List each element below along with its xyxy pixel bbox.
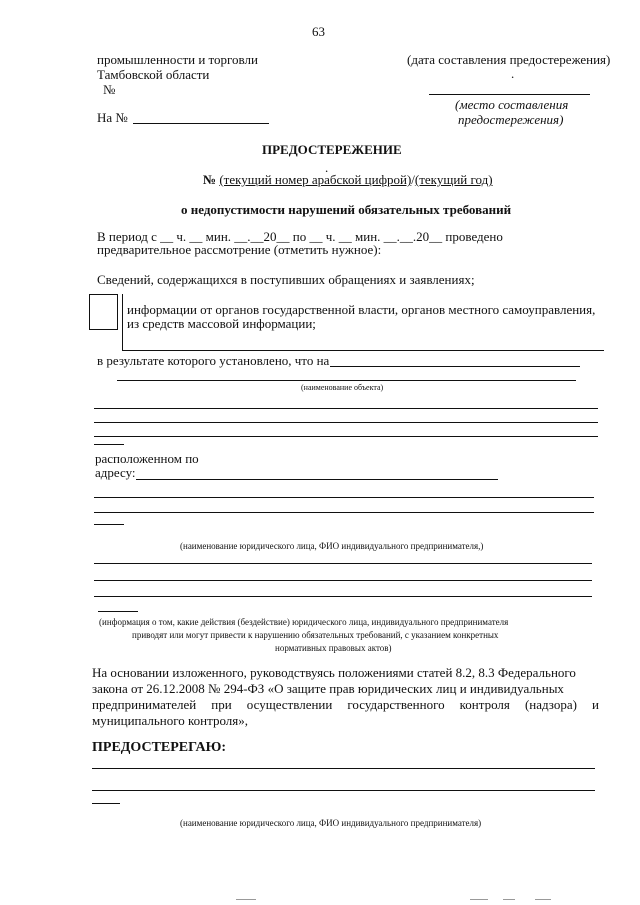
scan-artifact — [503, 899, 515, 900]
blank-line — [94, 563, 592, 564]
blank-line — [94, 512, 594, 513]
warn-heading: ПРЕДОСТЕРЕГАЮ: — [92, 740, 227, 755]
org-name-line1: промышленности и торговли — [97, 52, 258, 67]
legal-entity-caption: (наименование юридического лица, ФИО индивидуального предпринимателя,) — [180, 541, 484, 551]
document-number-line — [203, 172, 493, 187]
info-caption-line2: приводят или могут привести к нарушению обязательных требований, с указанием конкретных — [132, 630, 499, 640]
basis-word: (надзора) — [524, 697, 577, 712]
final-caption: (наименование юридического лица, ФИО индивидуального предпринимателя) — [180, 818, 482, 828]
basis-line2: закона от 26.12.2008 № 294-ФЗ «О защите прав юридических лиц и индивидуальных — [92, 681, 564, 696]
basis-word: осуществлении — [246, 697, 333, 712]
blank-line — [94, 497, 594, 498]
blank-line — [94, 422, 598, 423]
period-line1: В период с __ ч. __ мин. __.__20__ по __ ч. __ мин. __.__.20__ проведено — [97, 229, 503, 244]
scan-artifact — [535, 899, 551, 900]
option-authorities-line1: информации от органов государственной власти, органов местного самоуправления, — [127, 302, 596, 317]
blank-line — [94, 408, 598, 409]
blank-line — [92, 790, 595, 791]
number-separator: / — [411, 172, 415, 187]
basis-word: государственного — [347, 697, 445, 712]
ref-number-label: На № — [97, 110, 128, 125]
located-line1: расположенном по — [95, 451, 199, 466]
option-appeals: Сведений, содержащихся в поступивших обращениях и заявлениях; — [97, 272, 475, 287]
located-line2: адресу: — [95, 465, 136, 480]
object-line — [117, 380, 576, 381]
place-label-line1: (место составления — [455, 97, 569, 112]
scan-artifact — [470, 899, 488, 900]
document-title: ПРЕДОСТЕРЕЖЕНИЕ — [262, 142, 402, 157]
basis-line1: На основании изложенного, руководствуясь положениями статей 8.2, 8.3 Федерального — [92, 665, 576, 680]
current-year-placeholder: (текущий год) — [414, 172, 493, 187]
page-number: 63 — [312, 24, 325, 39]
blank-line — [94, 436, 598, 437]
blank-line — [92, 768, 595, 769]
scan-artifact — [236, 899, 256, 900]
result-label: в результате которого установлено, что на — [97, 353, 330, 368]
period-line2: предварительное рассмотрение (отметить нужное): — [97, 242, 382, 257]
info-caption-line3: нормативных правовых актов) — [275, 643, 392, 653]
blank-line-short — [94, 524, 124, 525]
org-number-sign: № — [103, 82, 116, 97]
date-label: (дата составления предостережения) — [407, 52, 611, 67]
number-sign: № — [203, 172, 217, 187]
basis-line3 — [92, 697, 599, 712]
bracket-bottom-line — [122, 350, 604, 351]
current-number-placeholder: (текущий номер арабской цифрой) — [219, 172, 412, 187]
org-name-line2: Тамбовской области — [97, 67, 210, 82]
blank-line-short — [94, 444, 124, 445]
bracket-line — [122, 294, 123, 351]
place-label-line2: предостережения) — [458, 112, 564, 127]
blank-line — [94, 580, 592, 581]
ref-number-line — [133, 123, 269, 124]
option-checkbox[interactable] — [89, 294, 118, 330]
object-caption: (наименование объекта) — [301, 383, 384, 392]
address-line — [136, 479, 498, 480]
blank-line-short — [98, 611, 138, 612]
result-fill-line — [330, 366, 580, 367]
basis-line4: муниципального контроля», — [92, 713, 249, 728]
basis-word: предпринимателей — [92, 697, 197, 712]
dot-mark-2: . — [325, 160, 329, 175]
document-subtitle: о недопустимости нарушений обязательных требований — [181, 202, 512, 217]
option-authorities-line2: из средств массовой информации; — [127, 316, 316, 331]
blank-line — [94, 596, 592, 597]
place-line — [429, 94, 590, 95]
basis-word: при — [211, 697, 232, 712]
basis-word: и — [591, 697, 599, 712]
info-caption-line1: (информация о том, какие действия (бездействие) юридического лица, индивидуального предпринимателя — [99, 617, 509, 627]
blank-line-short — [92, 803, 120, 804]
basis-word: контроля — [459, 697, 510, 712]
dot-mark: . — [511, 66, 515, 81]
